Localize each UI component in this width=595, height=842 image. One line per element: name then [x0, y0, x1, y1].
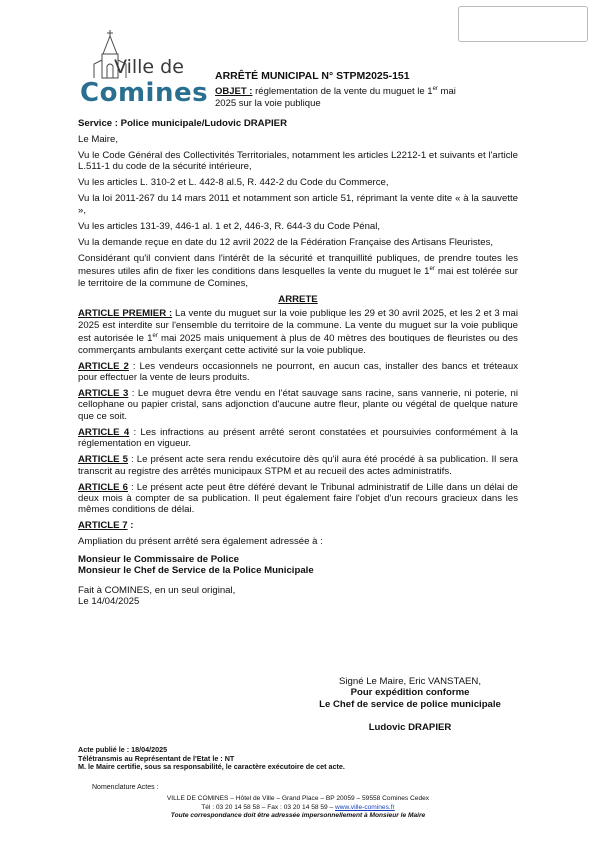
- document-title: ARRÊTÉ MUNICIPAL N° STPM2025-151: [215, 70, 410, 82]
- article-3-label: ARTICLE 3: [78, 388, 129, 400]
- objet-text-1-end: mai: [437, 86, 456, 98]
- certification: M. le Maire certifie, sous sa responsabilité, le caractère exécutoire de cet acte.: [78, 762, 345, 772]
- article-2-label: ARTICLE 2: [78, 360, 129, 372]
- objet-label: OBJET :: [215, 86, 253, 98]
- ampliation: Ampliation du présent arrêté sera également adressée à :: [78, 536, 323, 548]
- footer-contact: [78, 804, 518, 813]
- publication-date: Acte publié le : 18/04/2025: [78, 745, 168, 754]
- footer-notice: Toute correspondance doit être adressée impersonnellement à Monsieur le Maire: [170, 812, 426, 820]
- article-6-label: ARTICLE 6: [78, 481, 128, 493]
- signature-block: [240, 676, 580, 734]
- document-body: [78, 118, 518, 612]
- considerant-sup: er: [429, 266, 435, 273]
- fait-a: Fait à COMINES, en un seul original,: [78, 584, 236, 596]
- article-3-text: : Le muguet devra être vendu en l'état sauvage sans racine, sans vannerie, ni poterie, ni cellophane ou papier cristal, sans adjonction d'aucune autre fleur, plante ou végétal de quelque nature que ce soit.: [78, 388, 518, 422]
- visa-4: Vu les articles 131-39, 446-1 al. 1 et 2, 446-3, R. 644-3 du Code Pénal,: [78, 220, 381, 232]
- teletransmission: Télétransmis au Représentant de l'Etat le : NT: [78, 753, 235, 763]
- publication-notes: [78, 746, 345, 772]
- considerant-text-2: mai est tolérée sur le territoire de la commune de Comines,: [78, 266, 518, 289]
- article-5: [78, 454, 518, 477]
- article-3: [78, 388, 518, 422]
- article-1-sup: er: [152, 333, 158, 340]
- nomenclature: Nomenclature Actes :: [92, 784, 159, 791]
- signature-line-4: Ludovic DRAPIER: [368, 722, 452, 734]
- footer-tel: Tél : 03 20 14 58 58 – Fax : 03 20 14 58 59 –: [201, 803, 336, 811]
- article-4-label: ARTICLE 4: [78, 426, 130, 438]
- considerant: [78, 253, 518, 289]
- objet-sup: er: [432, 86, 438, 92]
- footer-address: VILLE DE COMINES – Hôtel de Ville – Grand Place – BP 20059 – 59558 Comines Cedex: [166, 795, 430, 802]
- service-line: Service : Police municipale/Ludovic DRAPIER: [78, 118, 287, 129]
- recipient-2: Monsieur le Chef de Service de la Police Municipale: [78, 565, 314, 577]
- logo-ville-text: Ville de: [114, 56, 184, 78]
- article-7: [78, 520, 518, 531]
- article-1-text-a: La vente du muguet sur la voie publique les 29 et 30 avril 2025, et les 2 et 3 mai 2025 est interdite sur l'ensemble du territoire de la commune. La vente du muguet sur la voie publique est autorisée le 1: [78, 308, 518, 345]
- article-5-text: : Le présent acte sera rendu exécutoire dès qu'il aura été procédé à sa publication. Il sera transcrit au registre des arrêtés municipaux STPM et au recueil des actes administratifs.: [78, 454, 518, 477]
- arrete-heading: ARRETE: [278, 293, 318, 305]
- le-maire: Le Maire,: [78, 134, 118, 145]
- article-7-text: :: [127, 520, 134, 532]
- document-object: [215, 84, 515, 109]
- signature-line-3: Le Chef de service de police municipale: [319, 698, 501, 710]
- recipient-1: Monsieur le Commissaire de Police: [78, 553, 240, 565]
- article-1: [78, 308, 518, 356]
- article-5-label: ARTICLE 5: [78, 454, 128, 466]
- article-4: [78, 427, 518, 450]
- visa-5: Vu la demande reçue en date du 12 avril 2022 de la Fédération Française des Artisans Fleuristes,: [78, 236, 494, 248]
- article-4-text: : Les infractions au présent arrêté seront constatées et poursuivies conformément à la réglementation en vigueur.: [78, 426, 518, 450]
- objet-text-2: 2025 sur la voie publique: [215, 97, 321, 109]
- stamp-box: [458, 6, 588, 42]
- document-date: Le 14/04/2025: [78, 596, 140, 608]
- visa-1: Vu le Code Général des Collectivités Territoriales, notamment les articles L2212-1 et suivants et l'article L.511-1 du code de la sécurité intérieure,: [78, 150, 518, 173]
- signature-line-2: Pour expédition conforme: [350, 687, 470, 699]
- considerant-text-1: Considérant qu'il convient dans l'intérêt de la sécurité et tranquillité publiques, de prendre toutes les mesures utiles afin de fixer les conditions dans lesquelles la vente du muguet le 1: [78, 252, 518, 278]
- article-6: [78, 482, 518, 516]
- page-footer: [78, 795, 518, 821]
- article-1-text-b: mai 2025 mais uniquement à plus de 40 mètres des boutiques de fleuristes ou des commerçants ambulants exerçant cette activité sur la voie publique.: [78, 333, 518, 356]
- city-logo: [78, 28, 209, 112]
- visa-3: Vu la loi 2011-267 du 14 mars 2011 et notamment son article 51, réprimant la vente dite « à la sauvette »,: [78, 193, 518, 216]
- article-6-text: : Le présent acte peut être déféré devant le Tribunal administratif de Lille dans un délai de deux mois à compter de sa publication. Il peut également faire l'objet d'un recours gracieux dans les mêmes conditions de délai.: [78, 481, 518, 516]
- article-7-label: ARTICLE 7: [78, 520, 128, 532]
- article-2-text: : Les vendeurs occasionnels ne pourront, en aucun cas, installer des bancs et tréteaux pour effectuer la vente de leurs produits.: [78, 360, 518, 384]
- logo-comines-text: Comines: [80, 78, 209, 108]
- website-link[interactable]: www.ville-comines.fr: [335, 803, 395, 811]
- article-2: [78, 361, 518, 384]
- visa-2: Vu les articles L. 310-2 et L. 442-8 al.5, R. 442-2 du Code du Commerce,: [78, 177, 389, 189]
- objet-text-1: réglementation de la vente du muguet le 1: [255, 86, 433, 98]
- article-1-label: ARTICLE PREMIER :: [78, 308, 173, 320]
- signature-line-1: Signé Le Maire, Eric VANSTAEN,: [339, 676, 481, 687]
